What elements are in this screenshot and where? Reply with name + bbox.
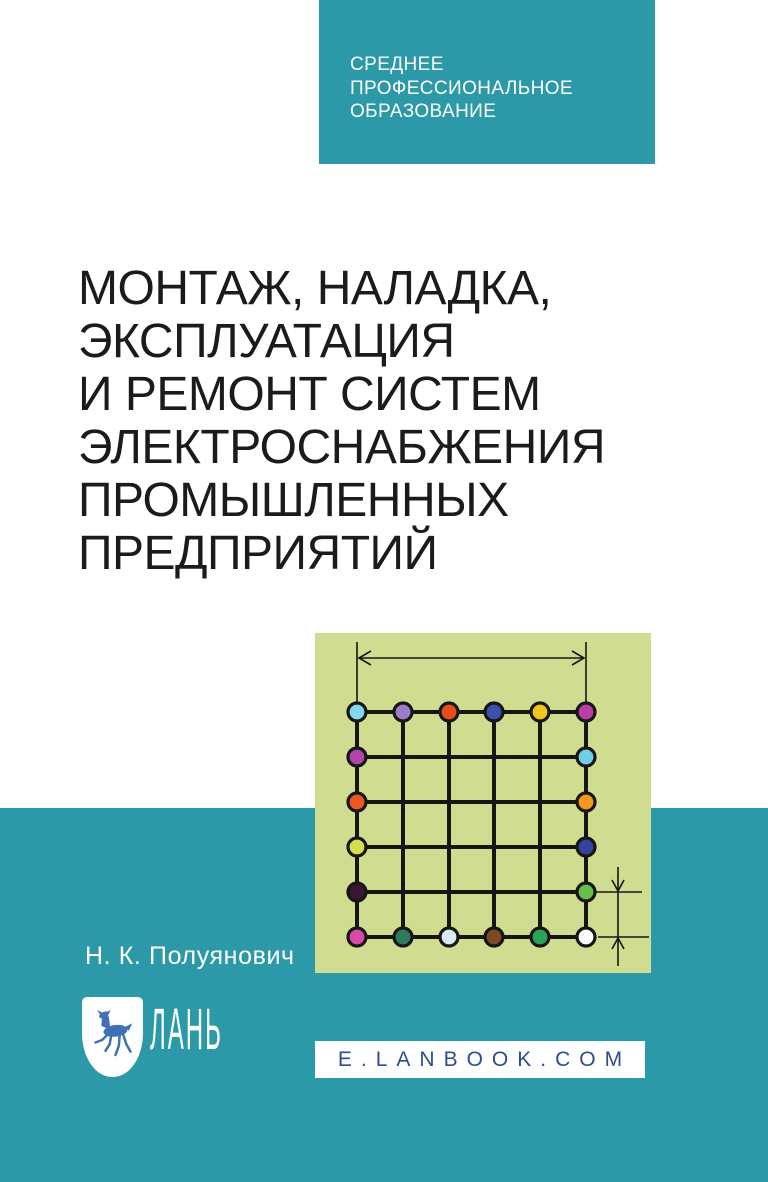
grid-node-dot <box>440 703 458 721</box>
grid-node-dot <box>348 748 366 766</box>
title-line: ПРОМЫШЛЕННЫХ <box>78 474 509 527</box>
grid-node-dot <box>531 928 549 946</box>
grid-node-dot <box>348 793 366 811</box>
title-line: МОНТАЖ, НАЛАДКА, <box>78 262 552 315</box>
grid-node-dot <box>577 928 595 946</box>
grid-node-dot <box>348 928 366 946</box>
grid-figure <box>315 633 651 973</box>
website-label: E.LANBOOK.COM <box>337 1047 632 1071</box>
deer-icon <box>88 1004 138 1066</box>
website-box <box>315 1041 645 1078</box>
grid-node-dot <box>394 703 412 721</box>
grid-node-dot <box>440 928 458 946</box>
publisher-logo-shield <box>82 997 143 1077</box>
publisher-wordmark <box>150 997 240 1064</box>
grid-node-dot <box>577 838 595 856</box>
badge-line: СРЕДНЕЕ <box>350 54 444 75</box>
publisher-wordmark-text: ЛАНЬ <box>150 997 223 1064</box>
grid-node-dot <box>348 838 366 856</box>
author-name: Н. К. Полуянович <box>85 942 295 970</box>
grid-node-dot <box>577 883 595 901</box>
badge-line: ПРОФЕССИОНАЛЬНОЕ <box>350 77 574 99</box>
grid-node-dot <box>348 703 366 721</box>
book-title <box>78 262 605 580</box>
grid-node-dot <box>577 748 595 766</box>
figure-panel <box>315 633 651 973</box>
badge-line: ОБРАЗОВАНИЕ <box>350 101 497 122</box>
title-line: ЭКСПЛУАТАЦИЯ <box>78 315 455 368</box>
grid-node-dot <box>348 883 366 901</box>
education-level-badge <box>319 0 655 164</box>
grid-node-dot <box>485 928 503 946</box>
grid-node-dot <box>485 703 503 721</box>
grid-node-dot <box>394 928 412 946</box>
grid-node-dot <box>577 703 595 721</box>
title-line: ЭЛЕКТРОСНАБЖЕНИЯ <box>78 421 606 474</box>
grid-node-dot <box>577 793 595 811</box>
title-line: ПРЕДПРИЯТИЙ <box>78 527 438 580</box>
grid-node-dot <box>531 703 549 721</box>
title-line: И РЕМОНТ СИСТЕМ <box>78 368 541 421</box>
